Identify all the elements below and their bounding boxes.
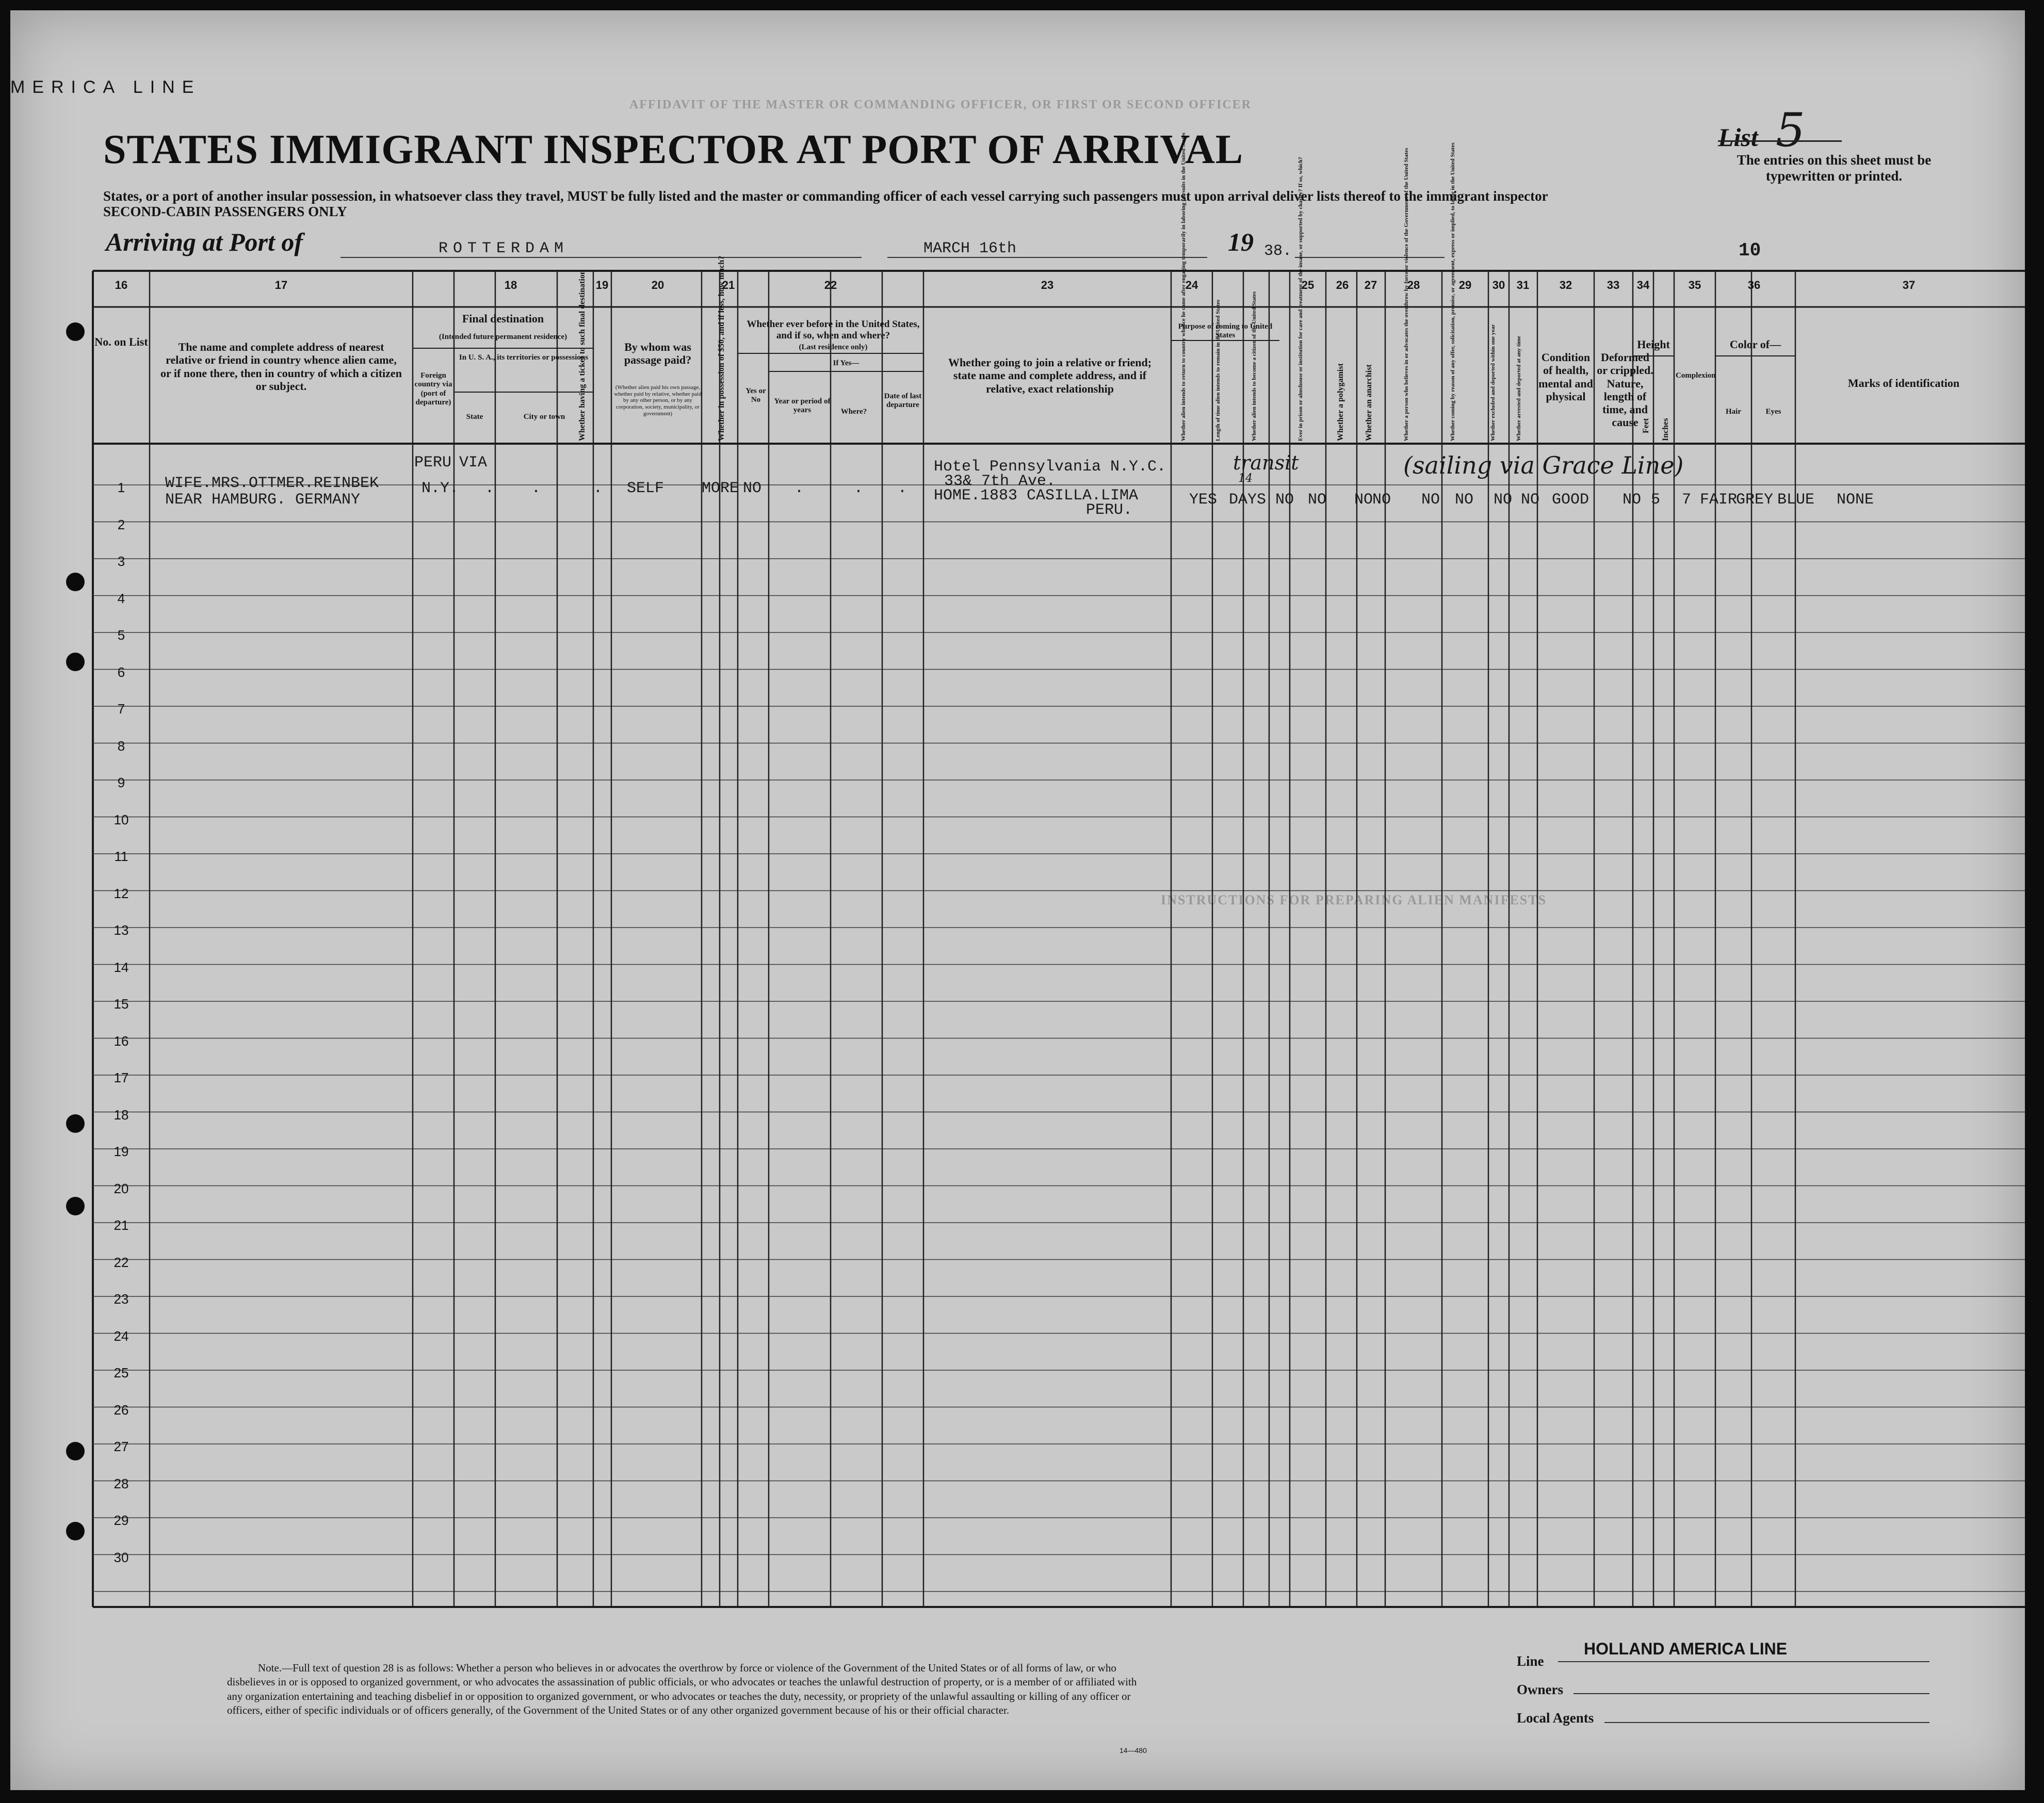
entry-join-line3: HOME.1883 CASILLA.LIMA xyxy=(934,487,1139,505)
punch-hole xyxy=(66,1197,85,1215)
entry-purpose: YES xyxy=(1189,491,1218,509)
entry-ditto-2: . xyxy=(531,480,541,497)
col-color-of: Color of— xyxy=(1729,338,1781,351)
entry-q29: NO xyxy=(1455,491,1474,509)
entry-anarchist: NO xyxy=(1372,491,1391,509)
line-underline xyxy=(1558,1661,1929,1662)
entry-ditto-4: . xyxy=(794,480,804,497)
punch-hole xyxy=(66,1522,85,1540)
col-eyes: Eyes xyxy=(1765,408,1781,416)
entry-join-line1: Hotel Pennsylvania N.Y.C. xyxy=(934,458,1166,476)
col-final-destination-note: (Intended future permanent residence) xyxy=(439,333,567,341)
row-number: 16 xyxy=(113,1033,129,1049)
owners-underline xyxy=(1573,1693,1929,1694)
punch-hole xyxy=(66,653,85,671)
col-purpose-b: Length of time alien intends to remain in the United States xyxy=(1215,299,1221,441)
row-number: 5 xyxy=(117,627,125,643)
col-deformed: Deformed or crippled. Nature, length of time, and cause xyxy=(1597,351,1653,429)
column-number: 30 xyxy=(1492,279,1505,291)
column-number: 27 xyxy=(1364,279,1377,291)
entry-q31: NO xyxy=(1521,491,1540,509)
year-prefix: 19 xyxy=(1228,228,1254,256)
column-number: 24 xyxy=(1185,279,1198,291)
agents-underline xyxy=(1604,1722,1929,1723)
local-agents-label: Local Agents xyxy=(1517,1710,1594,1726)
col-where: Where? xyxy=(840,408,867,416)
entry-health: GOOD xyxy=(1552,491,1589,509)
column-number: 32 xyxy=(1559,279,1572,291)
column-number: 33 xyxy=(1607,279,1620,291)
col-ticket: Whether having a ticket to such final destination xyxy=(578,270,587,441)
col-purpose-a: Whether alien intends to return to country whence he came after engaging temporarily in laboring pursuits in the United States xyxy=(1180,133,1187,441)
date-value: MARCH 16th xyxy=(923,240,1017,257)
col-passage-note: (Whether alien paid his own passage, whether paid by relative, whether paid by any other person, or by any corporation, society, municipality, or government) xyxy=(614,384,702,417)
col-no-on-list: No. on List xyxy=(94,335,148,348)
entry-ditto-6: . xyxy=(898,480,907,497)
entry-join-line2: 33& 7th Ave. xyxy=(944,473,1056,490)
col-polygamist: Whether a polygamist xyxy=(1336,363,1345,441)
row-number: 28 xyxy=(113,1475,129,1491)
owners-label: Owners xyxy=(1517,1682,1563,1697)
entry-q28: NO xyxy=(1421,491,1440,509)
col-final-destination: Final destination xyxy=(462,312,544,325)
row-number: 21 xyxy=(113,1217,129,1233)
row-number: 4 xyxy=(117,590,125,606)
row-number: 20 xyxy=(113,1180,129,1196)
col-purpose: Purpose of coming to United States xyxy=(1178,322,1273,340)
form-number: 14—480 xyxy=(1120,1746,1147,1755)
page-title: STATES IMMIGRANT INSPECTOR AT PORT OF ARRIVAL xyxy=(103,127,1244,172)
col-q29: Whether coming by reason of any offer, solicitation, promise, or agreement, express or implied, to labor in the United States xyxy=(1450,142,1456,441)
row-number: 24 xyxy=(113,1328,129,1344)
row-number: 22 xyxy=(113,1254,129,1270)
col-health: Condition of health, mental and physical xyxy=(1538,351,1593,403)
column-number: 35 xyxy=(1688,279,1701,291)
col-city: City or town xyxy=(523,413,565,421)
manifest-sheet xyxy=(10,10,2025,1790)
column-number: 20 xyxy=(651,279,664,291)
column-number: 21 xyxy=(722,279,735,291)
entry-hair: GREY xyxy=(1736,491,1774,509)
row-number: 25 xyxy=(113,1365,129,1380)
sheet-number: 10 xyxy=(1739,240,1761,261)
question-28-note: Note.—Full text of question 28 is as follows: Whether a person who believes in or advocates the overthrow by force or violence of the Government of the United States or of all forms of law, or who disbelieves in or is opposed to organized government, or who advocates the assassination of public officials, or who advocates or teaches the unlawful destruction of property, or is a member of or affiliated with any organization entertaining and teaching disbelief in or opposition to organized government, or who advocates or teaches the duty, necessity, or propriety of the unlawful assaulting or killing of any officer or officers, either of specific individuals or of officers generally, of the Government of the United States or of any other organized government because of his or their official character. xyxy=(227,1662,1137,1716)
punch-hole xyxy=(66,573,85,591)
entry-ditto-3: . xyxy=(593,480,603,497)
entry-relative-line2: NEAR HAMBURG. GERMANY xyxy=(165,491,361,509)
col-nearest-relative: The name and complete address of nearest relative or friend in country whence alien came, or if none there, then in country of which a citizen or subject. xyxy=(160,340,402,393)
col-if-yes: If Yes— xyxy=(833,359,859,367)
bleed-through-title: INSTRUCTIONS FOR PREPARING ALIEN MANIFESTS xyxy=(1161,892,1547,907)
entry-ditto-1: . xyxy=(485,480,495,497)
entry-prison: NO xyxy=(1308,491,1327,509)
entry-deformed: NO xyxy=(1623,491,1642,509)
row-number: 30 xyxy=(113,1549,129,1565)
column-number: 29 xyxy=(1458,279,1472,291)
column-number: 19 xyxy=(595,279,609,291)
row-number: 26 xyxy=(113,1402,129,1418)
entry-passage: SELF xyxy=(627,480,664,497)
col-q30: Whether excluded and deported within one year xyxy=(1490,324,1496,441)
col-before-us: Whether ever before in the United States, and if so, when and where? xyxy=(747,319,920,341)
column-number: 22 xyxy=(824,279,837,291)
column-number: 36 xyxy=(1747,279,1761,291)
row-number: 9 xyxy=(117,775,125,790)
col-last-residence: (Last residence only) xyxy=(799,343,868,351)
entry-via: VIA xyxy=(459,454,488,472)
entry-foreign-country: PERU xyxy=(414,454,452,472)
entry-length-hand: 14 xyxy=(1238,472,1253,485)
entry-polygamist: NO xyxy=(1354,491,1373,509)
row-number: 15 xyxy=(113,996,129,1012)
column-number: 25 xyxy=(1301,279,1315,291)
entry-q30: NO xyxy=(1494,491,1513,509)
entry-complexion: FAIR xyxy=(1700,491,1738,509)
entry-join-line4: PERU. xyxy=(1086,501,1133,519)
row-number: 7 xyxy=(117,701,125,717)
column-number: 31 xyxy=(1516,279,1530,291)
column-number: 23 xyxy=(1041,279,1054,291)
line-value: HOLLAND AMERICA LINE xyxy=(1584,1639,1788,1658)
row-number: 10 xyxy=(113,811,129,827)
row-number: 23 xyxy=(113,1291,129,1307)
punch-hole xyxy=(66,1442,85,1460)
row-number: 29 xyxy=(113,1513,129,1528)
row-number: 17 xyxy=(113,1070,129,1085)
column-number: 26 xyxy=(1336,279,1349,291)
col-q28: Whether a person who believes in or advocates the overthrow by force or violence of the Government of the United States xyxy=(1403,148,1409,441)
year-suffix: 38. xyxy=(1264,242,1292,260)
row-number: 14 xyxy=(113,959,129,975)
column-number: 28 xyxy=(1407,279,1420,291)
row-number: 2 xyxy=(117,516,125,532)
entries-note: The entries on this sheet must be typewritten or printed. xyxy=(1737,152,1932,184)
entry-transit-hand: transit xyxy=(1233,451,1299,474)
col-purpose-c: Whether alien intends to become a citizen of the United States xyxy=(1251,291,1257,441)
punch-hole xyxy=(66,322,85,341)
column-number: 18 xyxy=(504,279,517,291)
manifest-grid xyxy=(10,10,2025,1790)
col-inches: Inches xyxy=(1661,418,1670,441)
entry-eyes: BLUE xyxy=(1777,491,1815,509)
entry-citizen: NO xyxy=(1275,491,1294,509)
row-number: 18 xyxy=(113,1107,129,1123)
col-money: Whether in possession of $50, and if less, how much? xyxy=(717,255,726,441)
class-label: SECOND-CABIN PASSENGERS ONLY xyxy=(103,204,347,219)
punch-hole xyxy=(66,1114,85,1133)
list-number: 5 xyxy=(1775,103,1806,157)
arriving-label: Arriving at Port of xyxy=(106,228,303,256)
entry-marks: NONE xyxy=(1837,491,1874,509)
col-height: Height xyxy=(1637,338,1670,351)
col-state: State xyxy=(466,413,483,421)
line-label: Line xyxy=(1517,1653,1544,1669)
column-number: 37 xyxy=(1902,279,1916,291)
col-in-usa: In U. S. A., its territories or possessions xyxy=(459,353,589,362)
entry-state: N.Y. xyxy=(421,480,459,497)
row-number: 1 xyxy=(117,480,125,495)
row-number: 3 xyxy=(117,554,125,569)
column-number: 34 xyxy=(1636,279,1650,291)
col-foreign-country: Foreign country via (port of departure) xyxy=(414,371,452,407)
col-passage-paid: By whom was passage paid? xyxy=(624,340,692,367)
col-q31: Whether arrested and deported at any time xyxy=(1516,336,1522,441)
row-number: 19 xyxy=(113,1144,129,1159)
col-complexion: Complexion xyxy=(1676,371,1716,380)
column-number: 17 xyxy=(274,279,288,291)
col-anarchist: Whether an anarchist xyxy=(1365,364,1373,441)
row-number: 11 xyxy=(114,849,128,864)
line-fragment: MERICA LINE xyxy=(10,77,201,97)
col-join-relative: Whether going to join a relative or friend; state name and complete address, and if relative, exact relationship xyxy=(948,356,1152,395)
row-number: 27 xyxy=(113,1439,129,1454)
header-subtitle: States, or a port of another insular possession, in whatsoever class they travel, MUST be fully listed and the master or commanding officer of each vessel carrying such passengers must upon arrival deliver lists thereof to the immigrant inspector xyxy=(103,188,1548,204)
col-date-departure: Date of last departure xyxy=(884,392,922,410)
column-number: 16 xyxy=(115,279,128,291)
row-number: 12 xyxy=(113,885,129,901)
port-value: ROTTERDAM xyxy=(439,240,569,257)
col-hair: Hair xyxy=(1726,408,1741,416)
col-marks: Marks of identification xyxy=(1847,377,1960,389)
entry-length: DAYS xyxy=(1229,491,1267,509)
col-yes-no: Yes or No xyxy=(745,387,766,404)
entry-inches: 7 xyxy=(1682,491,1692,509)
entry-ditto-5: . xyxy=(854,480,864,497)
entry-before: NO xyxy=(743,480,762,497)
col-prison: Ever in prison or almshouse or institution for care and treatment of the insane, or supported by charity? If so, which? xyxy=(1297,156,1304,441)
entry-relative-line1: WIFE.MRS.OTTMER.REINBEK xyxy=(165,475,379,492)
row-number: 6 xyxy=(117,664,125,680)
entry-annotation: (sailing via Grace Line) xyxy=(1403,451,1684,479)
col-period: Year or period of years xyxy=(774,397,831,415)
entry-feet: 5 xyxy=(1651,491,1661,509)
bleed-through-text: AFFIDAVIT OF THE MASTER OR COMMANDING OFFICER, OR FIRST OR SECOND OFFICER xyxy=(629,98,1252,111)
col-feet: Feet xyxy=(1642,418,1650,433)
entry-money: MORE xyxy=(702,480,739,497)
row-number: 13 xyxy=(113,922,129,938)
list-label: List xyxy=(1718,123,1758,152)
row-number: 8 xyxy=(117,738,125,754)
